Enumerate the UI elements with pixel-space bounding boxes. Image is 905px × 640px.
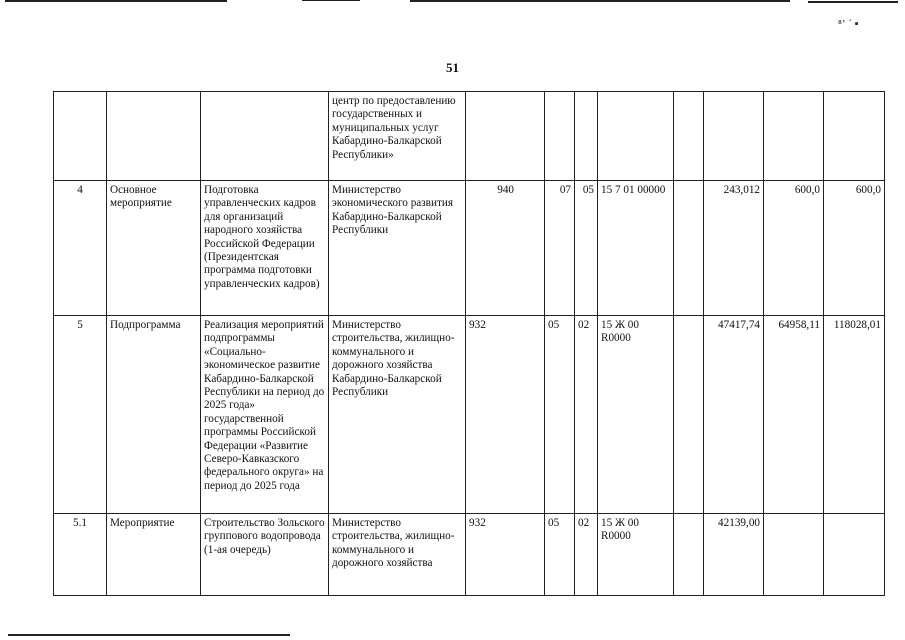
cell-value-3 [824, 92, 885, 181]
cell-value-2: 600,0 [764, 181, 824, 316]
cell-pr: 05 [575, 181, 598, 316]
cell-value-1: 243,012 [704, 181, 764, 316]
top-rule-mid [302, 0, 360, 1]
cell-type: Мероприятие [107, 514, 201, 596]
cell-value-2 [764, 92, 824, 181]
cell-grbs: 932 [466, 514, 545, 596]
cell-vr [674, 92, 704, 181]
corner-mark: ⁸ʼ ˊ ▪ [838, 18, 859, 30]
cell-value-2: 64958,11 [764, 316, 824, 514]
top-rule-right [410, 0, 790, 2]
table-row [54, 316, 885, 514]
cell-rz: 05 [545, 316, 575, 514]
top-rule-left [5, 0, 227, 2]
cell-value-3 [824, 514, 885, 596]
cell-vr [674, 316, 704, 514]
cell-name: Строительство Зольского группового водопровода (1-ая очередь) [201, 514, 329, 596]
bottom-rule [8, 634, 290, 636]
cell-grbs [466, 92, 545, 181]
cell-name: Подготовка управленческих кадров для организаций народного хозяйства Российской Федерации (Президентская программа подготовки управленческих кадров) [201, 181, 329, 316]
cell-type: Подпрограмма [107, 316, 201, 514]
cell-name: Реализация мероприятий подпрограммы «Социально-экономическое развитие Кабардино-Балкарской Республики на период до 2025 года» государственной программы Российской Федерации «Развитие Северо-Кавказского федерального округа» на период до 2025 года [201, 316, 329, 514]
table-row [54, 181, 885, 316]
cell-vr [674, 514, 704, 596]
cell-value-3: 600,0 [824, 181, 885, 316]
cell-rz [545, 92, 575, 181]
cell-value-3: 118028,01 [824, 316, 885, 514]
page-number: 51 [446, 60, 459, 75]
cell-grbs: 940 [466, 181, 545, 316]
cell-executor: Министерство экономического развития Кабардино-Балкарской Республики [329, 181, 466, 316]
cell-type [107, 92, 201, 181]
cell-csr: 15 Ж 00 R0000 [598, 514, 674, 596]
cell-no [54, 92, 107, 181]
cell-grbs: 932 [466, 316, 545, 514]
table-row [54, 514, 885, 596]
cell-csr [598, 92, 674, 181]
top-rule-far-right [808, 1, 898, 3]
cell-csr: 15 Ж 00 R0000 [598, 316, 674, 514]
cell-no: 4 [54, 181, 107, 316]
cell-executor: Министерство строительства, жилищно-коммунального и дорожного хозяйства [329, 514, 466, 596]
cell-value-1: 47417,74 [704, 316, 764, 514]
cell-vr [674, 181, 704, 316]
cell-pr [575, 92, 598, 181]
cell-pr: 02 [575, 316, 598, 514]
cell-rz: 07 [545, 181, 575, 316]
cell-name [201, 92, 329, 181]
cell-no: 5.1 [54, 514, 107, 596]
cell-value-2 [764, 514, 824, 596]
cell-rz: 05 [545, 514, 575, 596]
cell-value-1: 42139,00 [704, 514, 764, 596]
cell-csr: 15 7 01 00000 [598, 181, 674, 316]
program-table [53, 91, 885, 596]
cell-value-1 [704, 92, 764, 181]
cell-executor: Министерство строительства, жилищно-коммунального и дорожного хозяйства Кабардино-Балкарской Республики [329, 316, 466, 514]
cell-type: Основное мероприятие [107, 181, 201, 316]
cell-executor: центр по предоставлению государственных и муниципальных услуг Кабардино-Балкарской Республики» [329, 92, 466, 181]
cell-no: 5 [54, 316, 107, 514]
cell-pr: 02 [575, 514, 598, 596]
table-row [54, 92, 885, 181]
